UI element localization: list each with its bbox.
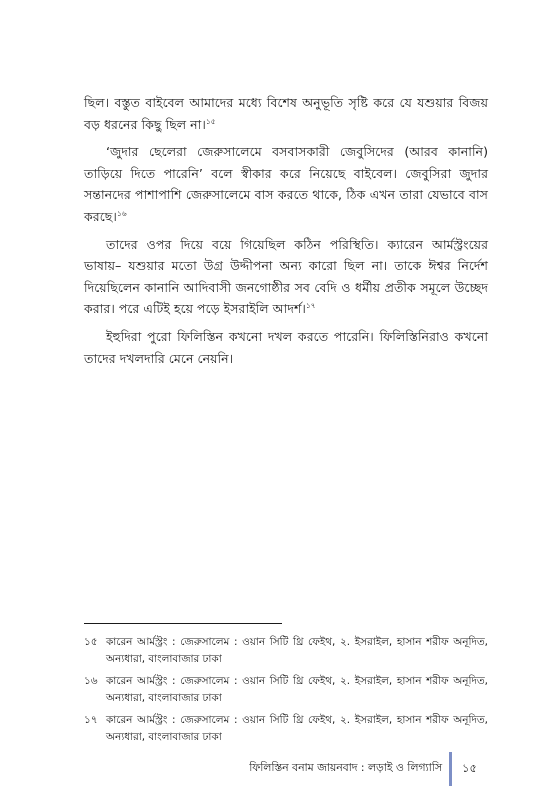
main-text [84, 92, 488, 375]
footnote-text: কারেন আর্মস্ট্রং : জেরুসালেম : ওয়ান সিটি থ্রি ফেইথ, ২. ইসরাইল, হাসান শরীফ অনূদিত, অন্যধারা, বাংলাবাজার ঢাকা [106, 636, 488, 665]
running-head: ফিলিস্তিন বনাম জায়নবাদ : লড়াই ও লিগ্যাসি [249, 761, 442, 774]
paragraph-4 [84, 326, 488, 369]
footnote-ref-15: ১৫ [205, 116, 216, 126]
page-number: ১৫ [462, 761, 477, 775]
paragraph-4-text: ইহুদিরা পুরো ফিলিস্তিন কখনো দখল করতে পারেনি। ফিলিস্তিনিরাও কখনো তাদের দখলদারি মেনে নেয়নি। [84, 328, 488, 366]
paragraph-3 [84, 234, 488, 320]
footnote-number: ১৭ [84, 714, 98, 726]
footnote-text: কারেন আর্মস্ট্রং : জেরুসালেম : ওয়ান সিটি থ্রি ফেইথ, ২. ইসরাইল, হাসান শরীফ অনূদিত, অন্যধারা, বাংলাবাজার ঢাকা [106, 714, 488, 743]
footnotes [84, 634, 488, 751]
footnote-16 [84, 673, 488, 706]
footnote-ref-17: ১৭ [305, 301, 316, 311]
page-footer [0, 752, 545, 786]
footnote-15 [84, 634, 488, 667]
footnote-17 [84, 712, 488, 745]
paragraph-2-text: ‘জুদার ছেলেরা জেরুসালেমে বসবাসকারী জেবুসিদের (আরব কানানি) তাড়িয়ে দিতে পারেনি’ বলে স্বীকার করে নিয়েছে বাইবেল। জেবুসিরা জুদার সন্তানদের পাশাপাশি জেরুসালেমে বাস করতে থাকে, ঠিক এখন তারা যেভাবে বাস করছে। [84, 144, 488, 224]
paragraph-3-text: তাদের ওপর দিয়ে বয়ে গিয়েছিল কঠিন পরিস্থিতি। ক্যারেন আর্মস্ট্রংয়ের ভাষায়– যশুয়ার মতো উগ্র উদ্দীপনা অন্য কারো ছিল না। তাকে ঈশ্বর নির্দেশ দিয়েছিলেন কানানি আদিবাসী জনগোষ্ঠীর সব বেদি ও ধর্মীয় প্রতীক সমূলে উচ্ছেদ করার। পরে এটিই হয়ে পড়ে ইসরাইলি আদর্শ। [84, 236, 488, 317]
footer-divider-bar [449, 752, 452, 786]
footnote-ref-16: ১৬ [116, 208, 127, 218]
paragraph-1-text: ছিল। বস্তুত বাইবেল আমাদের মধ্যে বিশেষ অনুভূতি সৃষ্টি করে যে যশুয়ার বিজয় বড় ধরনের কিছু ছিল না। [84, 95, 488, 132]
paragraph-2 [84, 141, 488, 227]
footnote-text: কারেন আর্মস্ট্রং : জেরুসালেম : ওয়ান সিটি থ্রি ফেইথ, ২. ইসরাইল, হাসান শরীফ অনূদিত, অন্যধারা, বাংলাবাজার ঢাকা [106, 675, 488, 704]
footnote-number: ১৬ [84, 675, 98, 687]
footnote-number: ১৫ [84, 636, 98, 648]
paragraph-1 [84, 92, 488, 135]
footnote-separator [84, 623, 282, 624]
